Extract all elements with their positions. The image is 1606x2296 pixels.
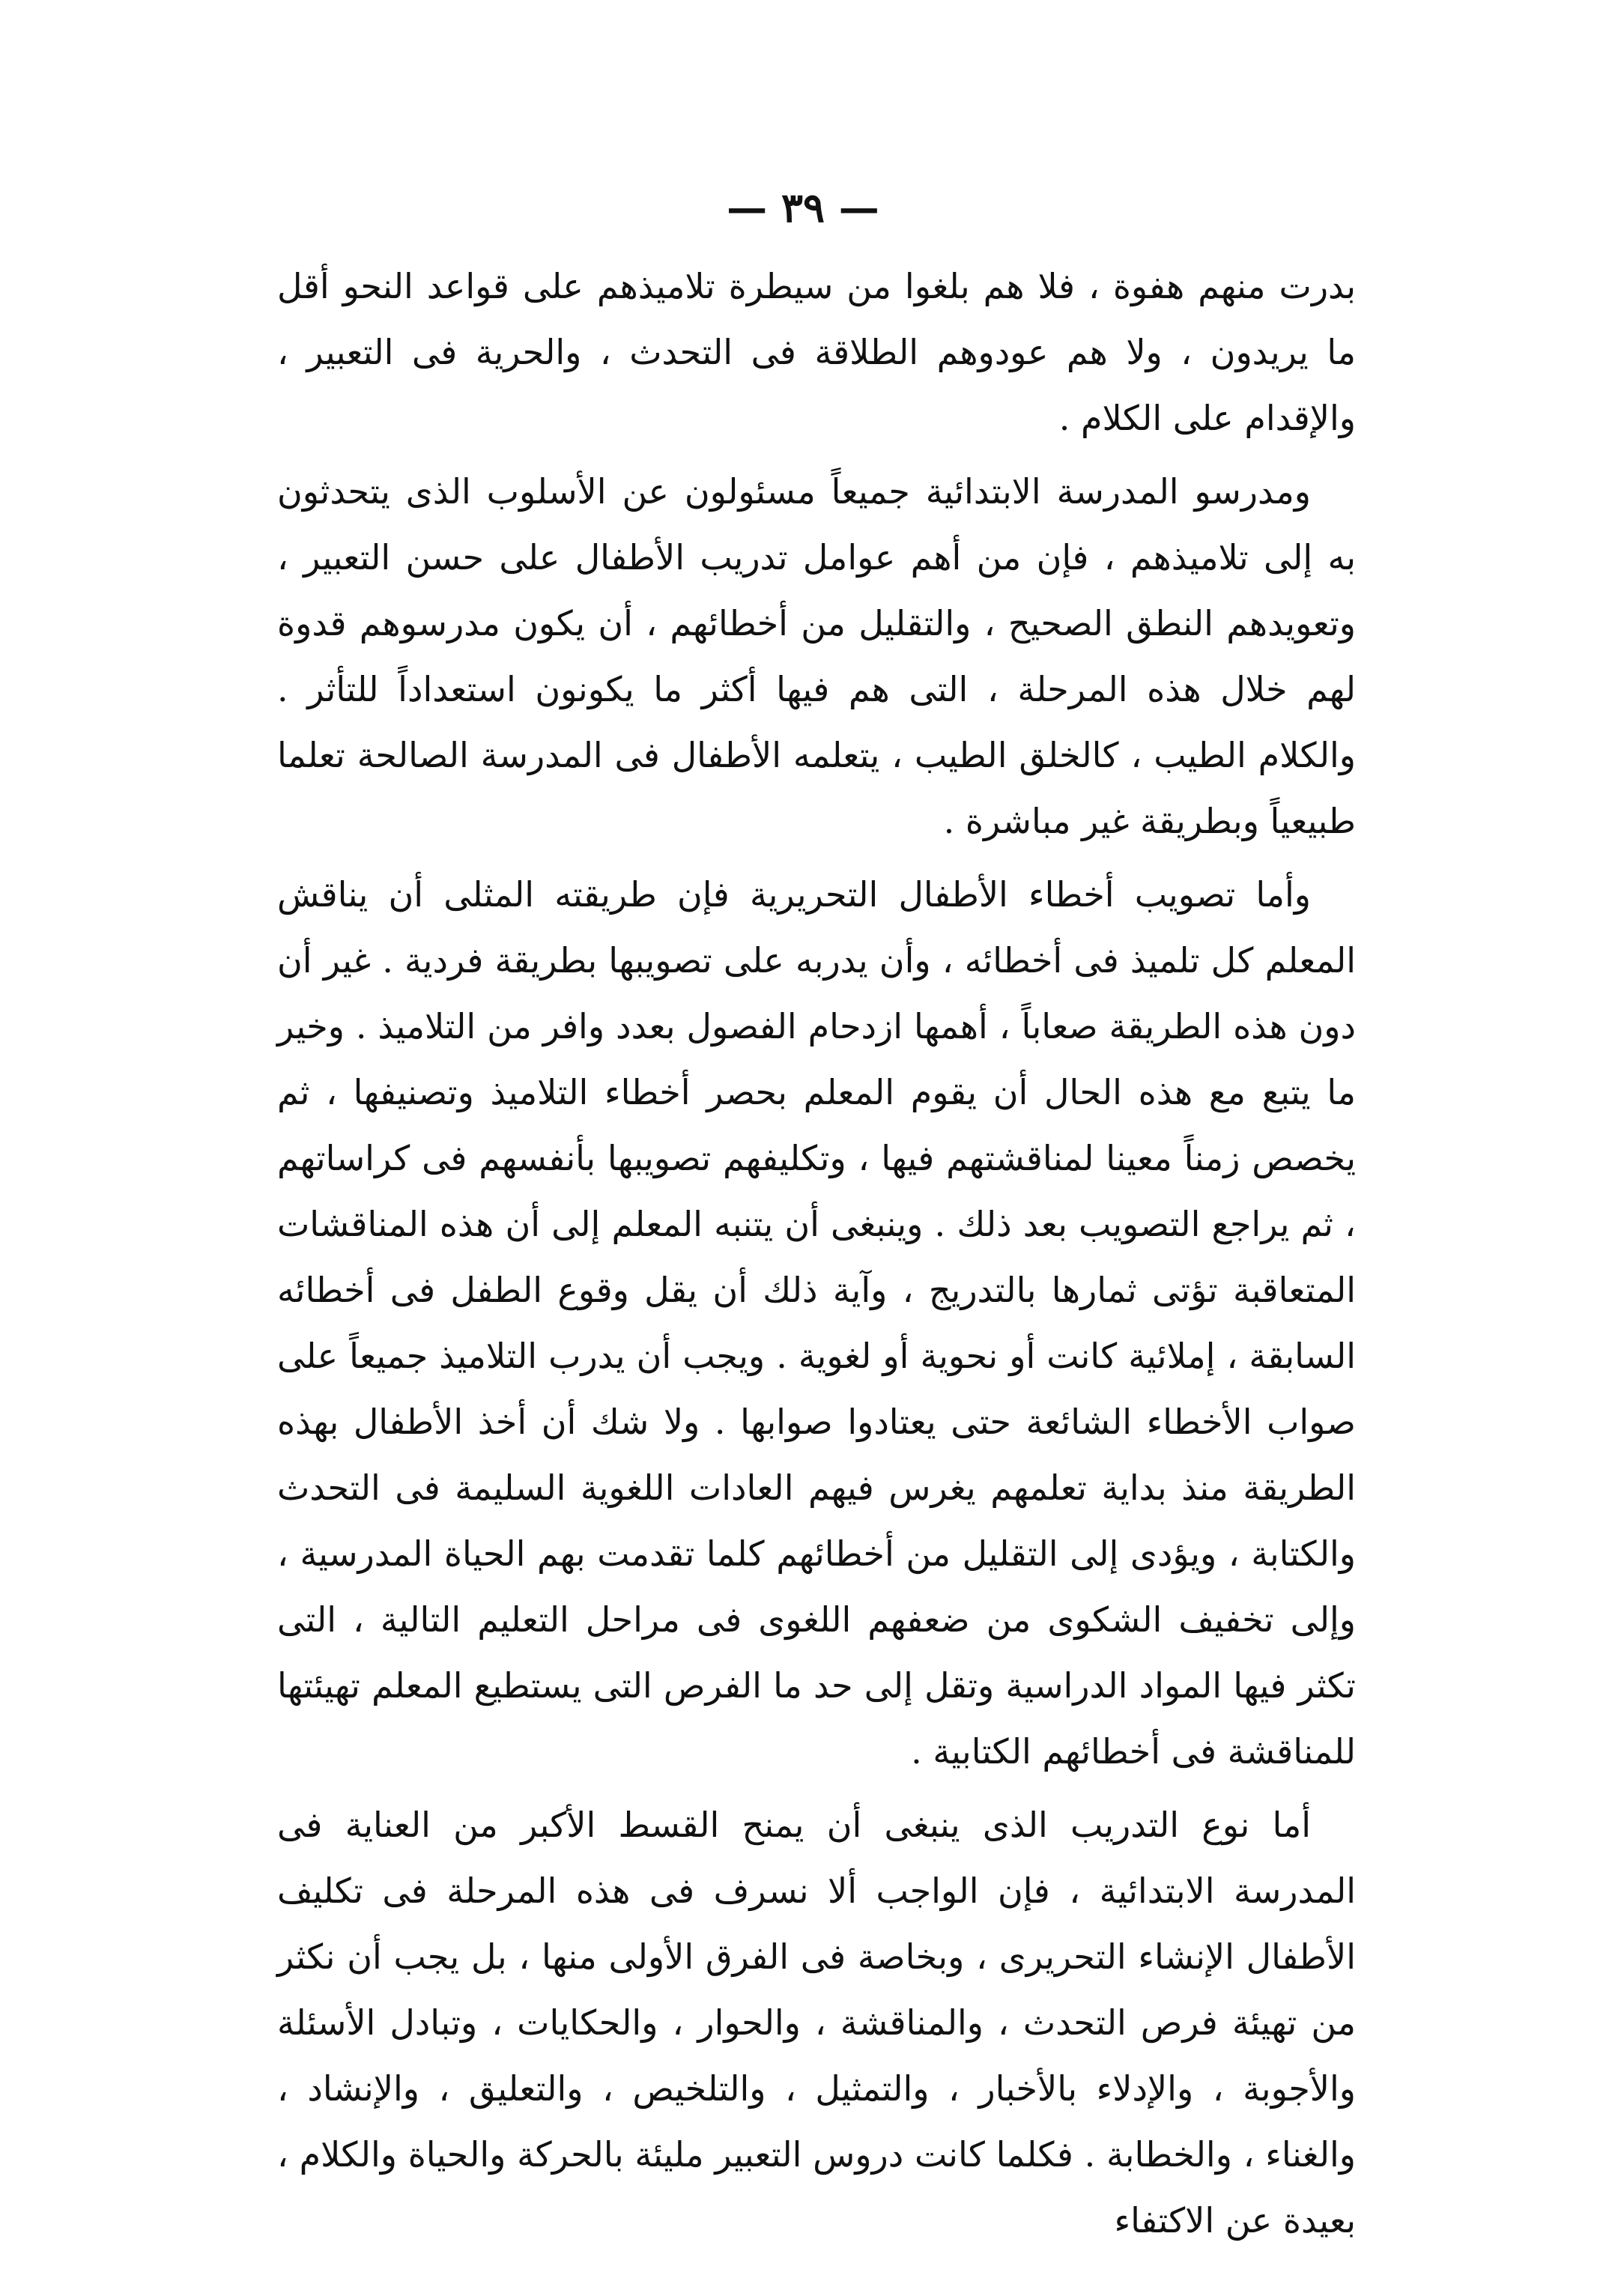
body-text: [277, 253, 1356, 2261]
paragraph-error-correction: وأما تصويب أخطاء الأطفال التحريرية فإن طريقته المثلى أن يناقش المعلم كل تلميذ فى أخطائه ، وأن يدربه على تصويبها بطريقة فردية . غير أن دون هذه الطريقة صعاباً ، أهمها ازدحام الفصول بعدد وافر من التلاميذ . وخير ما يتبع مع هذه الحال أن يقوم المعلم بحصر أخطاء التلاميذ وتصنيفها ، ثم يخصص زمناً معينا لمناقشتهم فيها ، وتكليفهم تصويبها بأنفسهم فى كراساتهم ، ثم يراجع التصويب بعد ذلك . وينبغى أن يتنبه المعلم إلى أن هذه المناقشات المتعاقبة تؤتى ثمارها بالتدريج ، وآية ذلك أن يقل وقوع الطفل فى أخطائه السابقة ، إملائية كانت أو نحوية أو لغوية . ويجب أن يدرب التلاميذ جميعاً على صواب الأخطاء الشائعة حتى يعتادوا صوابها . ولا شك أن أخذ الأطفال بهذه الطريقة منذ بداية تعلمهم يغرس فيهم العادات اللغوية السليمة فى التحدث والكتابة ، ويؤدى إلى التقليل من أخطائهم كلما تقدمت بهم الحياة المدرسية ، وإلى تخفيف الشكوى من ضعفهم اللغوى فى مراحل التعليم التالية ، التى تكثر فيها المواد الدراسية وتقل إلى حد ما الفرص التى يستطيع المعلم تهيئتها للمناقشة فى أخطائهم الكتابية .: [277, 874, 1356, 1772]
paragraph-teachers-role: ومدرسو المدرسة الابتدائية جميعاً مسئولون عن الأسلوب الذى يتحدثون به إلى تلاميذهم ، فإن من أهم عوامل تدريب الأطفال على حسن التعبير ، وتعويدهم النطق الصحيح ، والتقليل من أخطائهم ، أن يكون مدرسوهم قدوة لهم خلال هذه المرحلة ، التى هم فيها أكثر ما يكونون استعداداً للتأثر . والكلام الطيب ، كالخلق الطيب ، يتعلمه الأطفال فى المدرسة الصالحة تعلما طبيعياً وبطريقة غير مباشرة .: [277, 471, 1356, 841]
page-number: — ٣٩ —: [727, 184, 879, 231]
paragraph-continuation: بدرت منهم هفوة ، فلا هم بلغوا من سيطرة تلاميذهم على قواعد النحو أقل ما يريدون ، ولا هم عودوهم الطلاقة فى التحدث ، والحرية فى التعبير ، والإقدام على الكلام .: [277, 266, 1356, 438]
paragraph-training-type: أما نوع التدريب الذى ينبغى أن يمنح القسط الأكبر من العناية فى المدرسة الابتدائية ، فإن الواجب ألا نسرف فى هذه المرحلة فى تكليف الأطفال الإنشاء التحريرى ، وبخاصة فى الفرق الأولى منها ، بل يجب أن نكثر من تهيئة فرص التحدث ، والمناقشة ، والحوار ، والحكايات ، وتبادل الأسئلة والأجوبة ، والإدلاء بالأخبار ، والتمثيل ، والتلخيص ، والتعليق ، والإنشاد ، والغناء ، والخطابة . فكلما كانت دروس التعبير مليئة بالحركة والحياة والكلام ، بعيدة عن الاكتفاء: [277, 1805, 1356, 2241]
